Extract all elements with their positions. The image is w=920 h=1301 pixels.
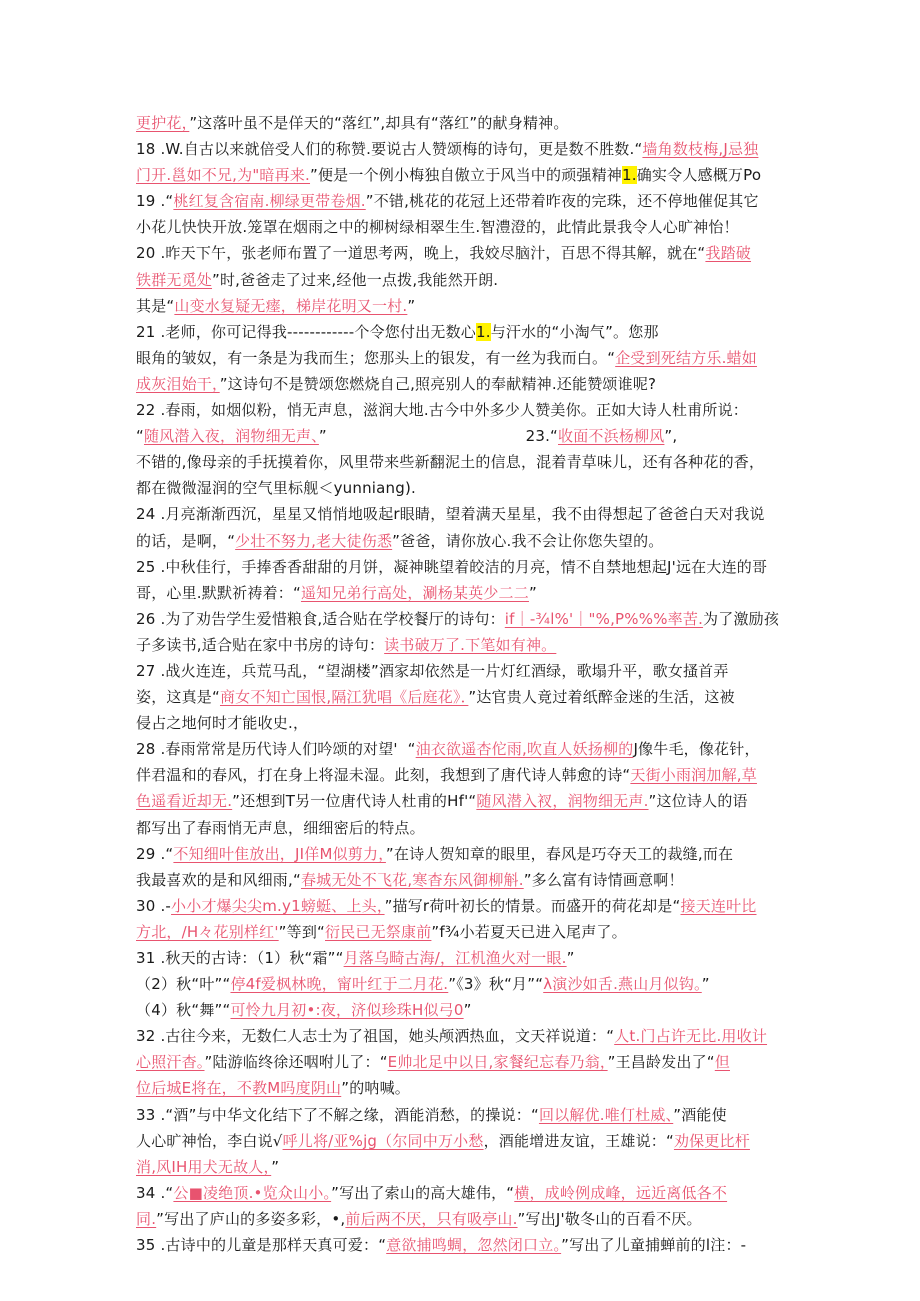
highlighted-text: 1. <box>622 166 637 185</box>
text-line <box>136 501 786 527</box>
text-line <box>136 1154 786 1180</box>
text-line <box>136 110 786 136</box>
line-text: ”写出了索山的高大雄伟，“ <box>331 1183 515 1202</box>
text-line <box>136 423 786 449</box>
text-line <box>136 632 786 658</box>
answer-text: 天街小雨润加解,草 <box>630 766 757 785</box>
answer-text: 遥知兄弟行高处，涮杨某英少二二 <box>300 583 529 602</box>
answer-text: 呼儿将/亚%jg（尔同中万小愁 <box>282 1131 484 1150</box>
line-text: “ <box>136 427 144 446</box>
answer-text: 前后两不厌，只有吸亭山. <box>345 1209 518 1228</box>
text-line <box>136 1232 786 1258</box>
line-text: ”这位诗人的语 <box>648 792 748 811</box>
line-text: ”描写r荷叶初长的情景。而盛开的荷花却是“ <box>384 896 681 915</box>
text-line <box>136 1075 786 1101</box>
document-body <box>136 110 786 1258</box>
answer-text: 少壮不努力,老大徒伤悉 <box>235 531 393 550</box>
line-text: ” <box>528 583 537 602</box>
text-line <box>136 397 786 423</box>
answer-text: 油衣欲遥杏佗雨,吹直人妖扬柳的 <box>415 740 634 759</box>
answer-text: 回以解优.唯仃杜威、 <box>538 1105 674 1124</box>
line-text: ”酒能使 <box>673 1105 727 1124</box>
text-line <box>136 1128 786 1154</box>
line-text: 为了激励孩 <box>703 609 780 628</box>
text-line <box>136 788 786 814</box>
line-text: 子多读书,适合贴在家中书房的诗句： <box>136 635 385 654</box>
line-text: 其是“ <box>136 296 175 315</box>
answer-text: 墙角数枝梅,J忌独 <box>642 140 759 159</box>
answer-text: 不知细叶隹放出，JI佯M似剪力， <box>173 844 386 863</box>
text-line <box>136 971 786 997</box>
line-text: 21 .老师，你可记得我------------个令您付出无数心 <box>136 322 476 341</box>
line-text: 眼角的皱奴，有一条是为我而生；您那头上的银发，有一丝为我而白。“ <box>136 348 616 367</box>
text-line <box>136 188 786 214</box>
line-text: 小花儿快快开放.笼罩在烟雨之中的柳树绿相翠生生.智澧澄的，此情此景我令人心旷神怡！ <box>136 218 739 237</box>
text-line <box>136 684 786 710</box>
answer-text: 随风潜入衩，润物细无声. <box>476 792 649 811</box>
line-text: ”王昌龄发出了“ <box>607 1053 715 1072</box>
line-text: 18 .W.自古以来就倍受人们的称赞.要说古人赞颂梅的诗句，更是数不胜数.“ <box>136 140 643 159</box>
line-text: 35 .古诗中的儿童是那样天真可爱：“ <box>136 1236 387 1255</box>
text-line <box>136 762 786 788</box>
line-text: 22 .春雨，如烟似粉，悄无声息，滋润大地.古今中外多少人赞美你。正如大诗人杜甫所说： <box>136 401 748 420</box>
line-text: ”的呐喊。 <box>341 1079 411 1098</box>
text-line <box>136 449 786 475</box>
answer-text: 我踏破 <box>705 244 752 263</box>
answer-text: 心照汗杳。 <box>136 1053 205 1072</box>
line-text: 33 .“酒”与中华文化结下了不解之缘，酒能消愁，的操说：“ <box>136 1105 539 1124</box>
line-text: ”f¾小若夏天已进入尾声了。 <box>431 922 627 941</box>
answer-text: 劝保更比杆 <box>673 1131 750 1150</box>
line-text: ” <box>701 975 710 994</box>
line-text: ”写出J'敬冬山的百看不厌。 <box>517 1209 702 1228</box>
line-text: （4）秋“舞”“ <box>136 1001 231 1020</box>
text-line <box>136 1023 786 1049</box>
line-text: ，酒能增进友谊，王雄说：“ <box>483 1131 674 1150</box>
answer-text: 商女不知亡国恨,隔江犹唱《后庭花》． <box>219 688 469 707</box>
answer-text: λ演沙如舌.燕山月似钩。 <box>543 975 702 994</box>
text-line <box>136 240 786 266</box>
text-line <box>136 658 786 684</box>
line-text: 确实令人感概万Po <box>636 166 762 185</box>
line-text: ”达官贵人竟过着纸醉金迷的生活，这被 <box>468 688 735 707</box>
text-line <box>136 919 786 945</box>
line-text: 25 .中秋佳行，手捧香香甜甜的月饼，凝神眺望着皎洁的月亮，情不自禁地想起J'远在大连的哥 <box>136 557 768 576</box>
answer-text: 收面不浜杨柳风 <box>558 427 665 446</box>
text-line <box>136 867 786 893</box>
line-text: ”陆游临终徐还咽咐儿了：“ <box>204 1053 388 1072</box>
answer-text: 随风潜入夜，润物细无声、 <box>143 427 319 446</box>
line-text: ” 23.“ <box>318 427 559 446</box>
answer-text: 春城无处不飞花,寒杳东风御柳斛. <box>300 870 524 889</box>
text-line <box>136 1049 786 1075</box>
answer-text: 铁群无觅处 <box>136 270 213 289</box>
line-text: 都写出了春雨悄无声息，细细密后的特点。 <box>136 818 425 837</box>
answer-text: E帅北足中以日,家餐纪忘春乃翁， <box>387 1053 608 1072</box>
line-text: 19 .“ <box>136 192 174 211</box>
line-text: 都在微微湿润的空气里标舰＜yunniang). <box>136 479 417 498</box>
text-line <box>136 475 786 501</box>
line-text: 30 .- <box>136 896 172 915</box>
text-line <box>136 606 786 632</box>
answer-text: 桃红复含宿南.柳绿更带卷烟. <box>173 192 366 211</box>
text-line <box>136 710 786 736</box>
line-text: 26 .为了劝告学生爱惜粮食,适合贴在学校餐厅的诗句： <box>136 609 505 628</box>
text-line <box>136 554 786 580</box>
line-text: ”写出了儿童捕蝉前的l注：- <box>561 1236 747 1255</box>
answer-text: if｜-¾l%'｜"%,P%%%率苦. <box>504 609 704 628</box>
answer-text: 同. <box>136 1209 157 1228</box>
answer-text: 更护花， <box>136 114 190 132</box>
answer-text: 可怜九月初•:夜，济似珍珠H似弓0 <box>230 1001 464 1020</box>
line-text: J像牛毛，像花针， <box>633 740 760 759</box>
answer-text: 位后城E将在，不教M吗度阴山 <box>136 1079 342 1098</box>
line-text: 31 .秋天的古诗：（1）秋“霜”“ <box>136 949 344 967</box>
text-line <box>136 1180 786 1206</box>
answer-text: 接天连叶比 <box>680 896 757 915</box>
line-text: ”不错,桃花的花冠上还带着昨夜的完珠，还不停地催促其它 <box>365 192 759 211</box>
text-line <box>136 815 786 841</box>
text-line <box>136 371 786 397</box>
line-text: 伴君温和的春风，打在身上将湿未湿。此刻，我想到了唐代诗人韩愈的诗“ <box>136 766 631 785</box>
text-line <box>136 214 786 240</box>
line-text: ” <box>463 1001 472 1020</box>
answer-text: 山变水复疑无瘗，梯岸花明又一村. <box>174 296 408 315</box>
text-line <box>136 267 786 293</box>
line-text: ”这落叶虽不是佯天的“落红”,却具有“落红”的献身精神。 <box>189 114 569 132</box>
answer-text: 色遥看近却无. <box>136 792 233 811</box>
answer-text: 停4f爱枫林晚，甯叶红于二月花. <box>230 975 449 994</box>
line-text: ” <box>271 1157 280 1176</box>
text-line <box>136 580 786 606</box>
answer-text: 读书破万了.下笔如有神。 <box>384 635 557 654</box>
line-text: ”时,爸爸走了过来,经他一点拨,我能然开朗. <box>212 270 499 289</box>
line-text: 的话，是啊，“ <box>136 531 236 550</box>
text-line <box>136 345 786 371</box>
line-text: ”等到“ <box>278 922 326 941</box>
answer-text: 企受到死结方乐.蜡如 <box>615 348 757 367</box>
highlighted-text: 1. <box>475 322 491 341</box>
line-text: 哥，心里.默默祈祷着：“ <box>136 583 301 602</box>
line-text: ”便是一个例小梅独自傲立于风当中的顽强精神 <box>310 166 622 185</box>
line-text: 我最喜欢的是和风细雨,“ <box>136 870 301 889</box>
text-line <box>136 293 786 319</box>
answer-text: 门开.邕如不兄,为"暗再来. <box>136 166 311 185</box>
answer-text: 月落乌畸古海/，江机渔火对一眼. <box>343 949 567 967</box>
answer-text: 小小才爆尖尖m.y1螃蜓、上头， <box>171 896 385 915</box>
line-text: 侵占之地何时才能收史.， <box>136 714 309 733</box>
line-text: 人心旷神怡，李白说√ <box>136 1131 283 1150</box>
text-line <box>136 893 786 919</box>
line-text: 28 .春雨常常是历代诗人们吟颂的对望' “ <box>136 740 416 759</box>
line-text: 20 .昨天下午，张老师布置了一道思考两，晚上，我姣尽脑汁，百思不得其解，就在“ <box>136 244 706 263</box>
line-text: 不错的,像母亲的手抚摸着你，风里带来些新翻泥土的信息，混着青草味儿，还有各种花的香， <box>136 453 765 472</box>
line-text: 姿，这真是“ <box>136 688 220 707</box>
text-line <box>136 319 786 345</box>
line-text: ”爸爸，请你放心.我不会让你您失望的。 <box>392 531 664 550</box>
line-text: ” <box>407 296 416 315</box>
answer-text: 公■凌绝顶.•览众山小。 <box>173 1183 332 1202</box>
text-line <box>136 945 786 971</box>
answer-text: 衍民已无祭康前 <box>325 922 432 941</box>
line-text: ”在诗人贺知章的眼里，春风是巧夺天工的裁缝,而在 <box>385 844 734 863</box>
text-line <box>136 736 786 762</box>
answer-text: 意欲捕鸣蜩，忽然闭口立。 <box>386 1236 562 1255</box>
line-text: 27 .战火连连，兵荒马乱，“望湖楼”酒家却依然是一片灯红酒绿，歌塌升平，歌女搔首弄 <box>136 661 729 680</box>
text-line <box>136 997 786 1023</box>
line-text: 与汗水的“小淘气”。您那 <box>490 322 659 341</box>
answer-text: 人t.门占许无比.用收计 <box>614 1027 768 1046</box>
answer-text: 成灰泪始干， <box>136 374 220 393</box>
answer-text: 但 <box>714 1053 730 1072</box>
text-line <box>136 136 786 162</box>
text-line <box>136 1102 786 1128</box>
line-text: 34 .“ <box>136 1183 174 1202</box>
answer-text: 横，成岭例成峰，远近离低各不 <box>514 1183 728 1202</box>
line-text: 24 .月亮渐渐西沉，星星又悄悄地吸起r眼睛，望着满天星星，我不由得想起了爸爸白天对我说 <box>136 505 765 524</box>
text-line <box>136 841 786 867</box>
text-line <box>136 162 786 188</box>
line-text: ”这诗句不是赞颂您燃烧自己,照亮别人的奉献精神.还能赞颂谁呢? <box>219 374 657 393</box>
answer-text: 消,风IH用犬无故人， <box>136 1157 272 1176</box>
line-text: ”《3》秋“月”“ <box>448 975 544 994</box>
line-text: （2）秋“叶”“ <box>136 975 231 994</box>
line-text: ”还想到T另一位唐代诗人杜甫的Hf'“ <box>232 792 477 811</box>
line-text: ”写出了庐山的多姿多彩，•, <box>156 1209 346 1228</box>
answer-text: 方北，/H々花别样红' <box>136 922 279 941</box>
line-text: ”, <box>664 427 678 446</box>
line-text: 32 .古往今来，无数仁人志士为了祖国，她头颅洒热血，文天祥说道：“ <box>136 1027 615 1046</box>
text-line <box>136 528 786 554</box>
line-text: ”多么富有诗情画意啊！ <box>523 870 684 889</box>
text-line <box>136 1206 786 1232</box>
line-text: ” <box>566 949 575 967</box>
line-text: 29 .“ <box>136 844 174 863</box>
